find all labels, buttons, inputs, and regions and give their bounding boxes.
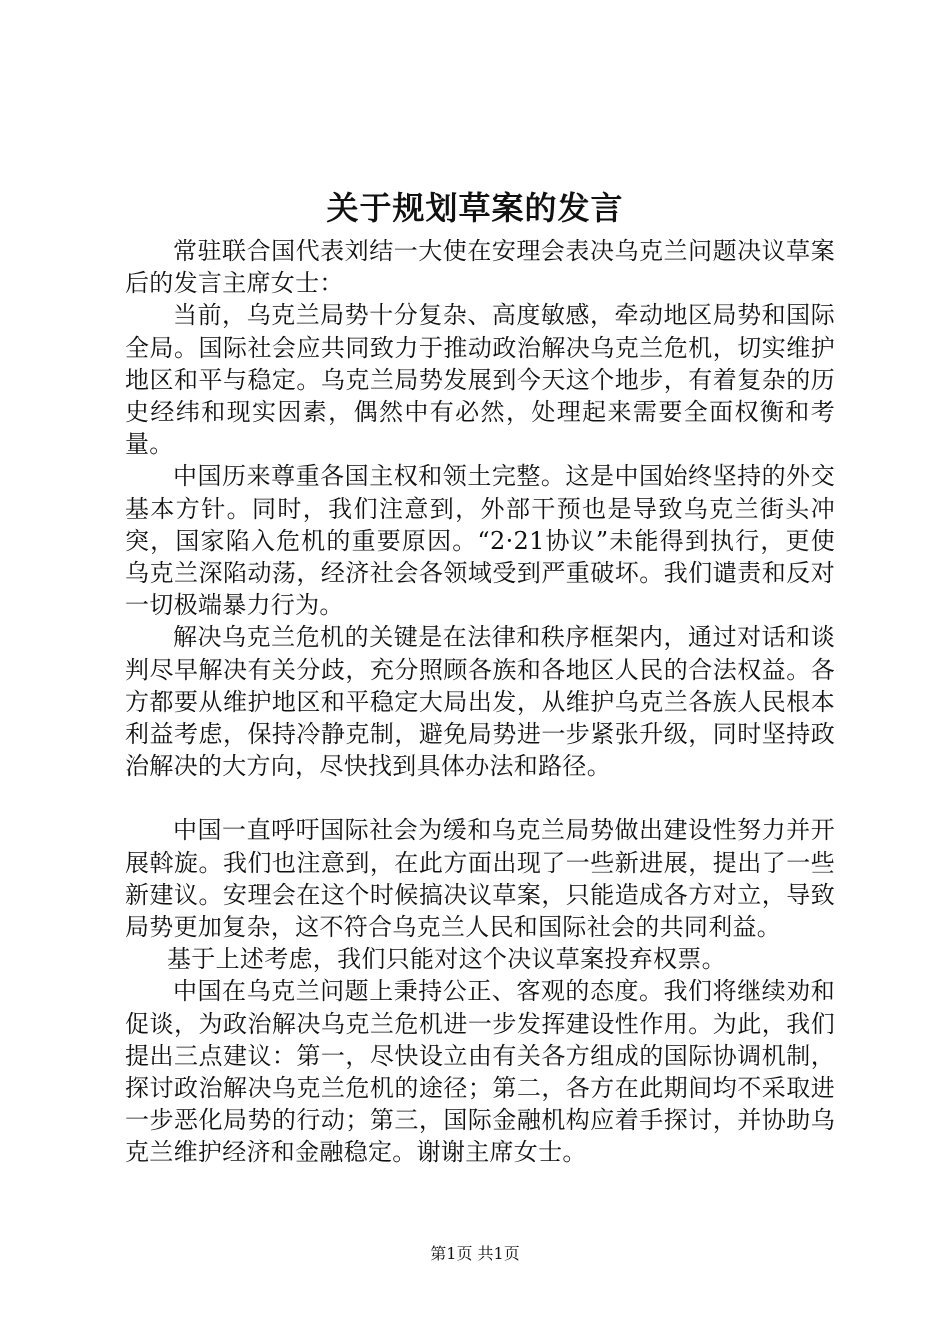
paragraph-opening: 常驻联合国代表刘结一大使在安理会表决乌克兰问题决议草案后的发言主席女士：: [125, 237, 835, 298]
paragraph-situation: 当前，乌克兰局势十分复杂、高度敏感，牵动地区局势和国际全局。国际社会应共同致力于推动政治解决乌克兰危机，切实维护地区和平与稳定。乌克兰局势发展到今天这个地步，有着复杂的历史经纬和现实因素，偶然中有必然，处理起来需要全面权衡和考量。: [125, 301, 835, 459]
paragraph-mediation: 中国一直呼吁国际社会为缓和乌克兰局势做出建设性努力并开展斡旋。我们也注意到，在此方面出现了一些新进展，提出了一些新建议。安理会在这个时候搞决议草案，只能造成各方对立，导致局势更加复杂，这不符合乌克兰人民和国际社会的共同利益。: [125, 816, 835, 942]
paragraph-proposals: 中国在乌克兰问题上秉持公正、客观的态度。我们将继续劝和促谈，为政治解决乌克兰危机进一步发挥建设性作用。为此，我们提出三点建议：第一，尽快设立由有关各方组成的国际协调机制，探讨政治解决乌克兰危机的途径；第二，各方在此期间均不采取进一步恶化局势的行动；第三，国际金融机构应着手探讨，并协助乌克兰维护经济和金融稳定。谢谢主席女士。: [125, 977, 835, 1167]
document-title: 关于规划草案的发言: [326, 189, 624, 227]
paragraph-sovereignty: 中国历来尊重各国主权和领土完整。这是中国始终坚持的外交基本方针。同时，我们注意到，外部干预也是导致乌克兰街头冲突，国家陷入危机的重要原因。“2·21协议”未能得到执行，更使乌克兰深陷动荡，经济社会各领域受到严重破坏。我们谴责和反对一切极端暴力行为。: [125, 462, 835, 620]
page-footer: 第1页 共1页: [430, 1244, 520, 1263]
paragraph-resolution-key: 解决乌克兰危机的关键是在法律和秩序框架内，通过对话和谈判尽早解决有关分歧，充分照顾各族和各地区人民的合法权益。各方都要从维护地区和平稳定大局出发，从维护乌克兰各族人民根本利益考虑，保持冷静克制，避免局势进一步紧张升级，同时坚持政治解决的大方向，尽快找到具体办法和路径。: [125, 623, 835, 781]
document-body: [125, 235, 835, 1169]
paragraph-abstention: 基于上述考虑，我们只能对这个决议草案投弃权票。: [167, 945, 726, 974]
